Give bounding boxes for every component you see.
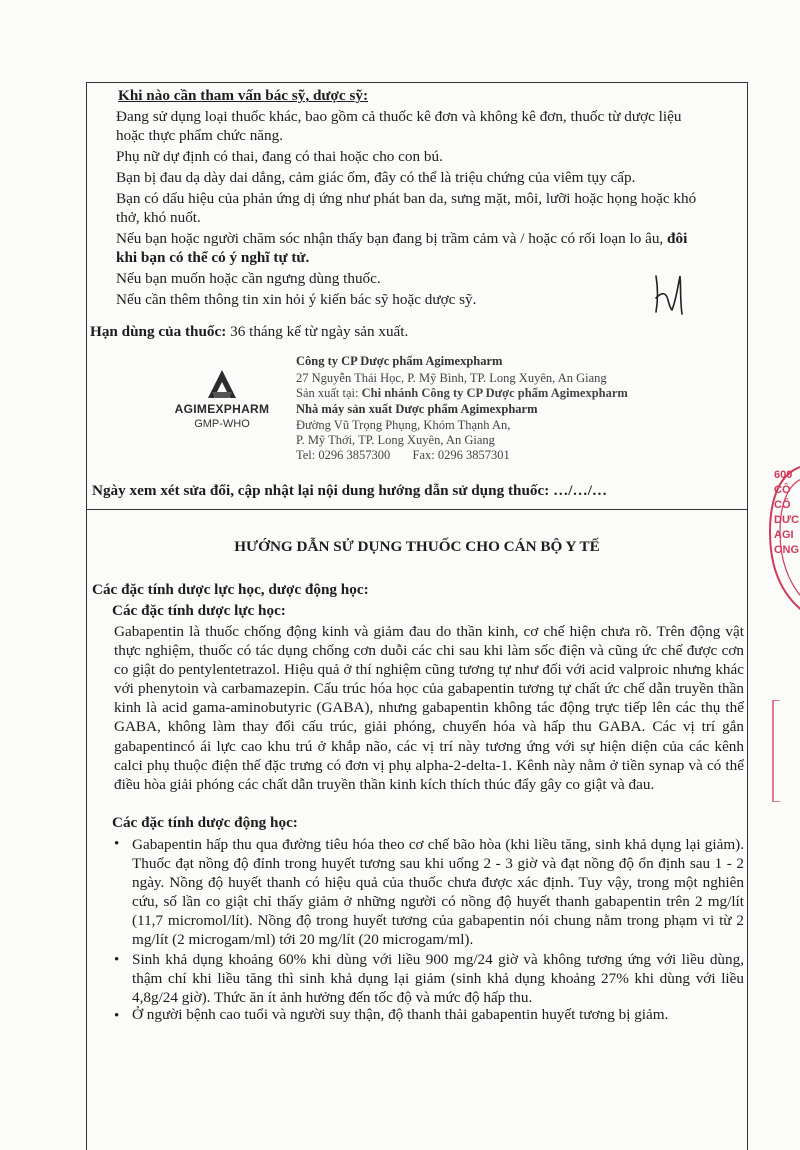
company-logo — [172, 366, 272, 436]
company-phone: Tel: 0296 3857300 — [296, 448, 391, 462]
pk-bullet: Ở người bệnh cao tuổi và người suy thận, độ thanh thải gabapentin huyết tương bị giảm. — [132, 1006, 669, 1023]
consult-line: thở, khó nuốt. — [116, 209, 201, 226]
stamp-line: CỔ — [774, 499, 791, 511]
stamp-line: 600 — [774, 469, 793, 481]
pk-bullet: Sinh khả dụng khoảng 60% khi dùng với liều 900 mg/24 giờ và không tương ứng với liều dùng, thậm chí khi liều tăng thì sinh khả dụng lại giảm (sinh khả dụng khoảng 27% khi dùng với liều 4,8g/24 giờ). Thức ăn ít ảnh hưởng đến tốc độ và mức độ hấp thu. — [132, 951, 744, 1007]
pd-heading: Các đặc tính dược lực học: — [112, 602, 286, 619]
factory-name: Nhà máy sản xuất Dược phẩm Agimexpharm — [296, 402, 538, 416]
company-contact — [296, 448, 510, 463]
consult-line: Phụ nữ dự định có thai, đang có thai hoặc cho con bú. — [116, 148, 443, 165]
consult-line-bold: khi bạn có thể có ý nghĩ tự tử. — [116, 249, 310, 266]
expiry-line — [90, 323, 408, 341]
pk-bullet: Gabapentin hấp thu qua đường tiêu hóa theo cơ chế bão hòa (khi liều tăng, sinh khả dụng lại giảm). Thuốc đạt nồng độ đỉnh trong huyết tương sau khi uống 2 - 3 giờ và đạt nồng độ ổn định sau 1 - 2 ngày. Nồng độ huyết thanh có hiệu quả của thuốc chưa được xác định. Tuy vậy, trong một nghiên cứu, số lần co giật chỉ thấy giảm ở những người có nồng độ huyết thanh gabapentin trên 2 mg/lít (11,7 micromol/lít). Nồng độ trong huyết tương của gabapentin nói chung nằm trong phạm vi từ 2 mg/lít (2 microgam/ml) tới 20 mg/lít (20 microgam/ml). — [132, 836, 744, 949]
stamp-bracket — [772, 700, 780, 802]
pk-heading: Các đặc tính dược động học: — [112, 814, 298, 831]
red-stamp — [764, 462, 800, 622]
consult-line: Nếu cần thêm thông tin xin hỏi ý kiến bác sỹ hoặc dược sỹ. — [116, 291, 477, 308]
company-name: Công ty CP Dược phẩm Agimexpharm — [296, 354, 503, 368]
consult-line: hoặc thực phẩm chức năng. — [116, 127, 284, 144]
signature-icon — [650, 270, 690, 318]
stamp-line: AGI — [774, 529, 794, 541]
produced-at-value: Chi nhánh Công ty CP Dược phẩm Agimexpharm — [361, 386, 628, 400]
pharma-heading: Các đặc tính dược lực học, dược động học: — [92, 581, 369, 598]
stamp-line: DƯC — [774, 514, 800, 526]
bullet-icon: • — [114, 836, 120, 852]
consult-line-text: Nếu bạn hoặc người chăm sóc nhận thấy bạn đang bị trầm cảm và / hoặc có rối loạn lo âu, — [116, 230, 664, 247]
consult-heading: Khi nào cần tham vấn bác sỹ, dược sỹ: — [118, 87, 369, 104]
pd-text: Gabapentin là thuốc chống động kinh và giảm đau do thần kinh, cơ chế hiện chưa rõ. Trên động vật thực nghiệm, thuốc có tác dụng chống cơn duỗi các chi sau khi làm sốc điện và cũng ức chế được cơn co giật do pentylentetrazol. Hiệu quả ở thí nghiệm cũng tương tự như đối với acid valproic nhưng khác với phenytoin và carbamazepin. Cấu trúc hóa học của gabapentin tương tự chất ức chế dẫn truyền thần kinh là acid gama-aminobutyric (GABA), nhưng gabapentin không tác động trực tiếp lên các thụ thể GABA, không làm thay đổi cấu trúc, giải phóng, chuyển hóa và hấp thu GABA. Các vị trí gắn gabapentincó ái lực cao khu trú ở khắp não, các vị trí này tương ứng với sự hiện diện của các kênh calci phụ thuộc điện thế đặc trưng có đơn vị phụ alpha-2-delta-1. Kênh này nằm ở tiền synap và có thể điều hòa giải phóng các chất dẫn truyền thần kinh kích thích thúc đẩy gây co giật và đau. — [114, 623, 744, 793]
stamp-line: CÔ — [774, 484, 791, 496]
consult-line: Bạn có dấu hiệu của phản ứng dị ứng như phát ban da, sưng mặt, môi, lưỡi hoặc họng hoặc khó — [116, 190, 697, 207]
agimexpharm-logo-icon — [172, 366, 272, 406]
stamp-text — [774, 468, 799, 558]
consult-line — [116, 230, 687, 248]
company-address: 27 Nguyễn Thái Học, P. Mỹ Bình, TP. Long Xuyên, An Giang — [296, 371, 607, 385]
consult-line: Bạn bị đau dạ dày dai dẳng, cảm giác ốm, đây có thể là triệu chứng của viêm tụy cấp. — [116, 169, 636, 186]
expiry-value: 36 tháng kể từ ngày sản xuất. — [230, 323, 409, 340]
revision-date: Ngày xem xét sửa đổi, cập nhật lại nội dung hướng dẫn sử dụng thuốc: …/…/… — [92, 482, 608, 499]
stamp-line: ONG — [774, 544, 800, 556]
expiry-label: Hạn dùng của thuốc: — [90, 323, 227, 340]
produced-at-label: Sản xuất tại: — [296, 386, 359, 400]
company-fax: Fax: 0296 3857301 — [412, 448, 510, 462]
factory-address: Đường Vũ Trọng Phụng, Khóm Thạnh An, — [296, 418, 511, 432]
bullet-icon: • — [114, 1008, 120, 1024]
consult-line-bold: đôi — [667, 230, 688, 247]
produced-at-line — [296, 386, 628, 401]
consult-line: Nếu bạn muốn hoặc cần ngưng dùng thuốc. — [116, 270, 381, 287]
logo-sub: GMP-WHO — [194, 418, 250, 430]
logo-name: AGIMEXPHARM — [174, 402, 270, 416]
consult-line: Đang sử dụng loại thuốc khác, bao gồm cả thuốc kê đơn và không kê đơn, thuốc từ dược liệu — [116, 108, 682, 125]
factory-address: P. Mỹ Thới, TP. Long Xuyên, An Giang — [296, 433, 495, 447]
section-title: HƯỚNG DẪN SỬ DỤNG THUỐC CHO CÁN BỘ Y TẾ — [234, 538, 600, 555]
bullet-icon: • — [114, 952, 120, 968]
